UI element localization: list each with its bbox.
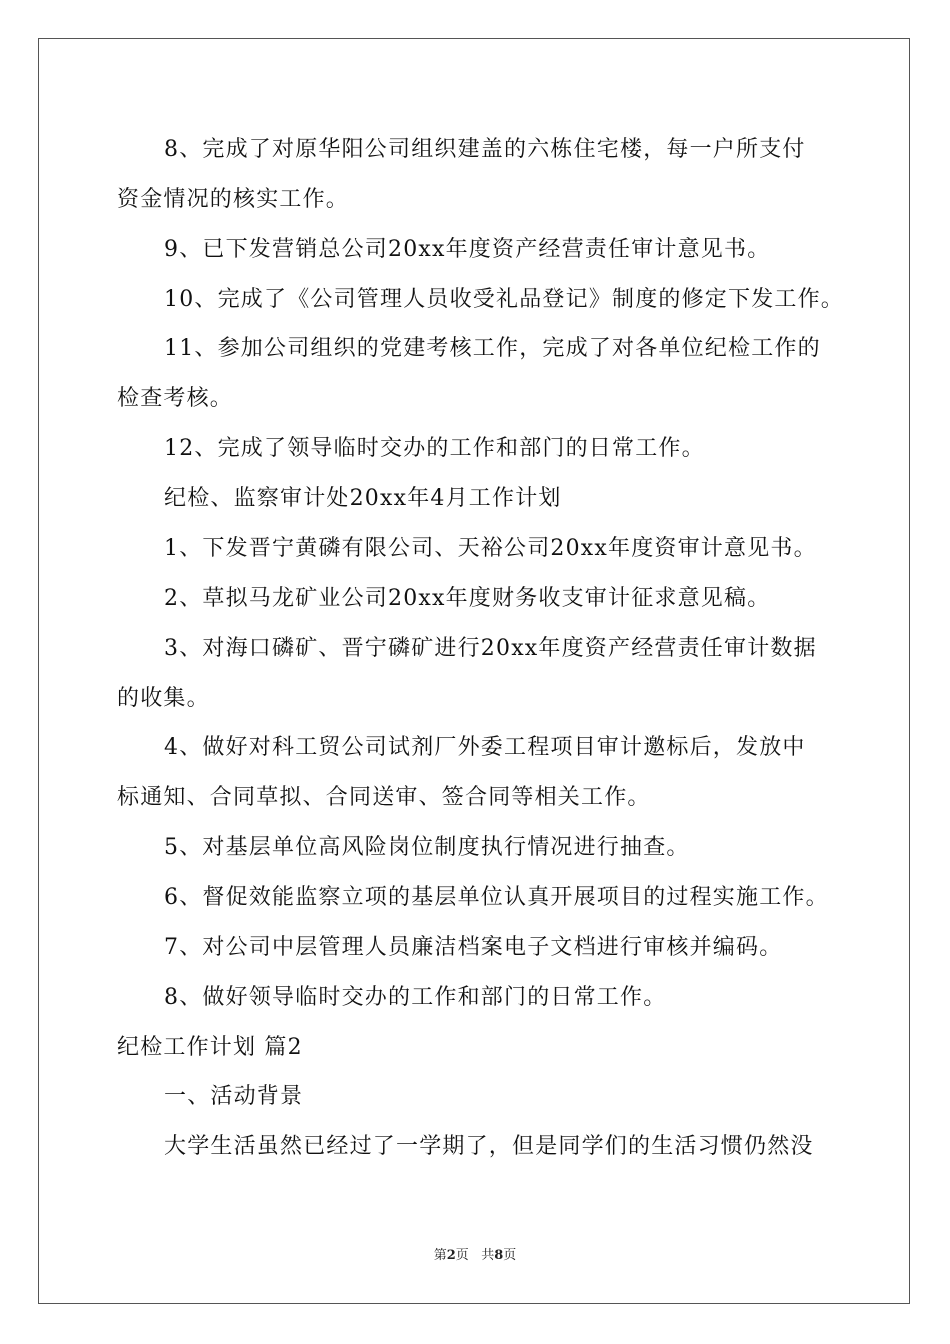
footer-total-prefix: 共 bbox=[481, 1248, 495, 1263]
text-line: 6、督促效能监察立项的基层单位认真开展项目的过程实施工作。 bbox=[164, 885, 829, 910]
text-line: 标通知、合同草拟、合同送审、签合同等相关工作。 bbox=[117, 785, 651, 810]
text-line: 5、对基层单位高风险岗位制度执行情况进行抽查。 bbox=[164, 835, 690, 860]
text-line: 12、完成了领导临时交办的工作和部门的日常工作。 bbox=[164, 436, 705, 461]
section-heading: 纪检、监察审计处20xx年4月工作计划 bbox=[164, 486, 562, 511]
footer-page-suffix: 页 bbox=[455, 1248, 469, 1263]
text-line: 资金情况的核实工作。 bbox=[117, 187, 350, 212]
text-line: 8、做好领导临时交办的工作和部门的日常工作。 bbox=[164, 985, 667, 1010]
footer-total-suffix: 页 bbox=[503, 1248, 517, 1263]
article-heading: 纪检工作计划 篇2 bbox=[117, 1035, 303, 1060]
page-footer bbox=[0, 1248, 950, 1264]
text-line: 11、参加公司组织的党建考核工作，完成了对各单位纪检工作的 bbox=[164, 336, 821, 361]
footer-page-number: 2 bbox=[446, 1248, 456, 1263]
text-line: 检查考核。 bbox=[117, 386, 234, 411]
footer-page-prefix: 第 bbox=[433, 1248, 447, 1263]
text-line: 3、对海口磷矿、晋宁磷矿进行20xx年度资产经营责任审计数据 bbox=[164, 636, 817, 661]
section-heading: 一、活动背景 bbox=[164, 1084, 304, 1109]
text-line: 4、做好对科工贸公司试剂厂外委工程项目审计邀标后，发放中 bbox=[164, 735, 806, 760]
text-line: 的收集。 bbox=[117, 686, 210, 711]
text-line: 2、草拟马龙矿业公司20xx年度财务收支审计征求意见稿。 bbox=[164, 586, 771, 611]
text-line: 8、完成了对原华阳公司组织建盖的六栋住宅楼，每一户所支付 bbox=[164, 137, 806, 162]
text-line: 1、下发晋宁黄磷有限公司、天裕公司20xx年度资审计意见书。 bbox=[164, 536, 817, 561]
footer-total-number: 8 bbox=[494, 1248, 504, 1263]
text-line: 9、已下发营销总公司20xx年度资产经营责任审计意见书。 bbox=[164, 237, 771, 262]
page-border bbox=[38, 38, 910, 1304]
text-line: 10、完成了《公司管理人员收受礼品登记》制度的修定下发工作。 bbox=[164, 287, 844, 312]
text-line: 7、对公司中层管理人员廉洁档案电子文档进行审核并编码。 bbox=[164, 935, 783, 960]
text-line: 大学生活虽然已经过了一学期了，但是同学们的生活习惯仍然没 bbox=[164, 1134, 814, 1159]
